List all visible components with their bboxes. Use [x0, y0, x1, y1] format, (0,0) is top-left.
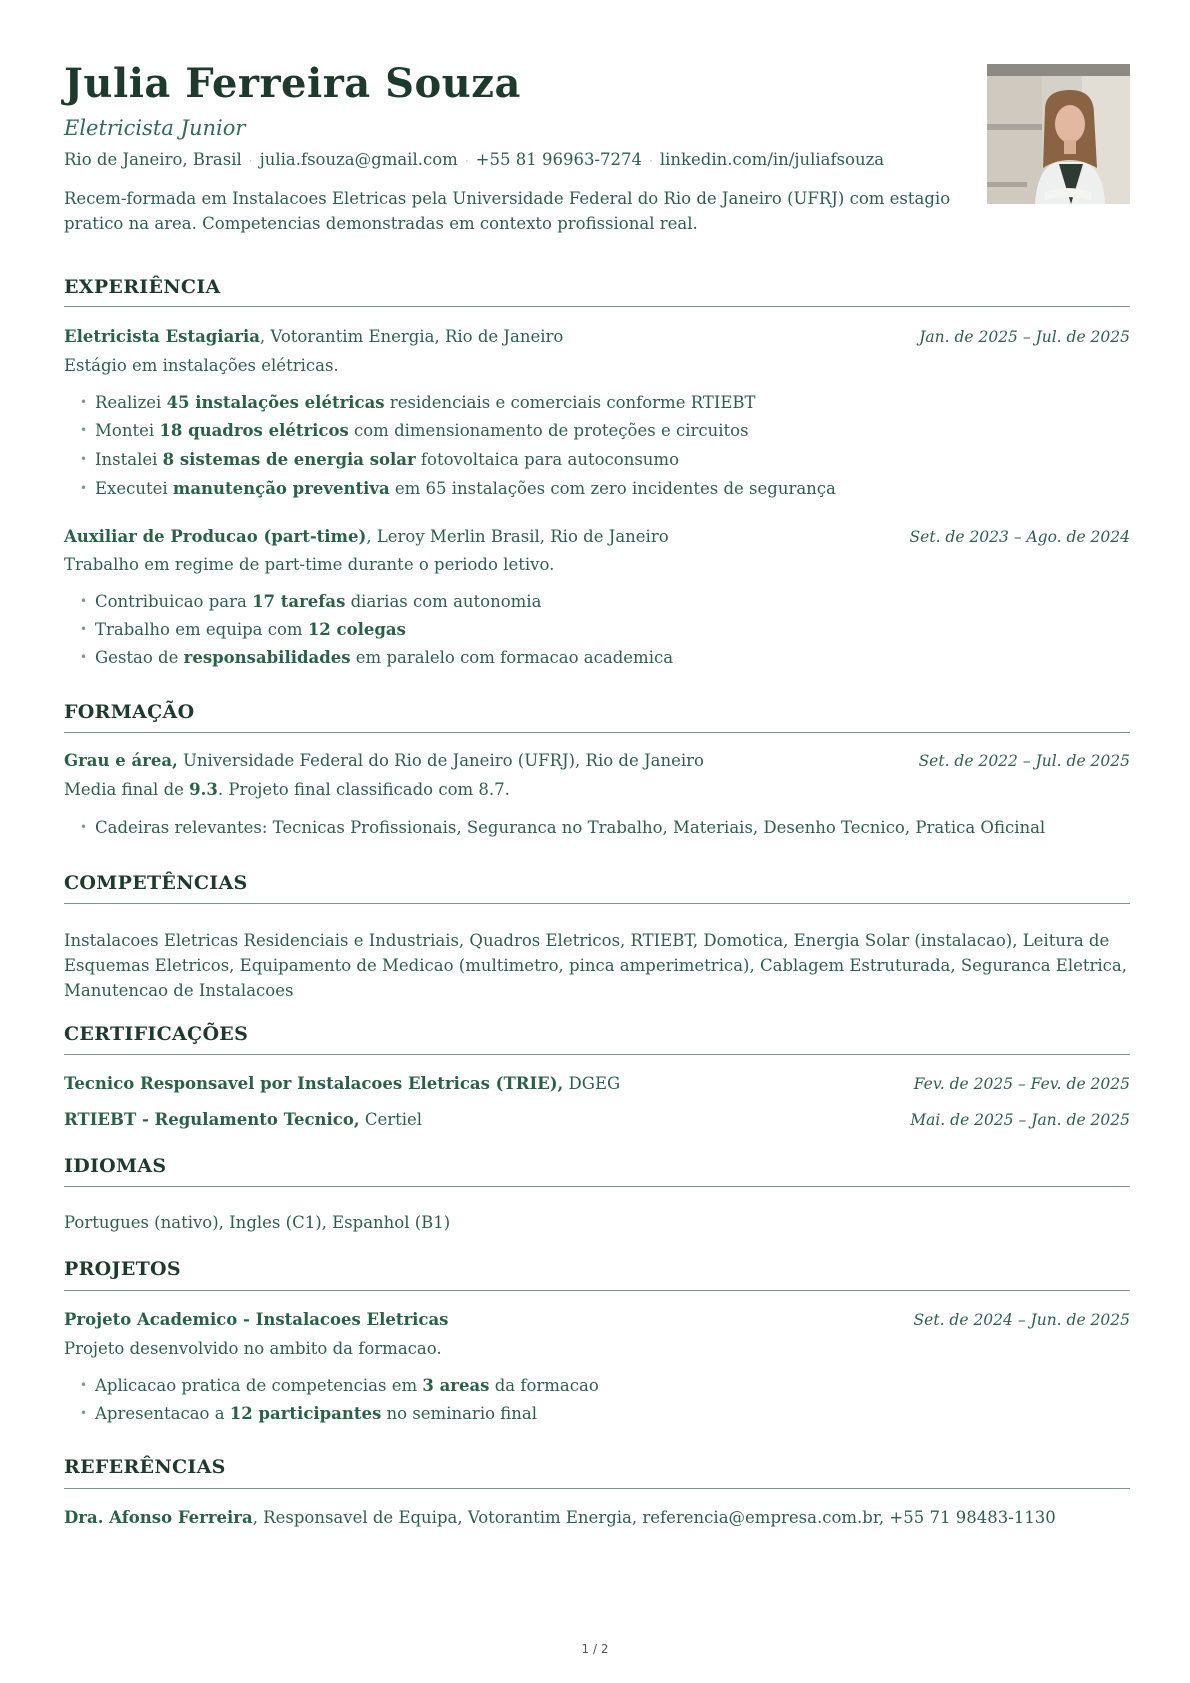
- job-org: , Votorantim Energia, Rio de Janeiro: [259, 327, 564, 346]
- reference-item: [64, 1508, 1056, 1527]
- project-description: Projeto desenvolvido no ambito da formacao.: [64, 1339, 442, 1358]
- profile-photo: [987, 64, 1130, 204]
- education-grade: Media final de 9.3. Projeto final classificado com 8.7.: [64, 780, 510, 799]
- bullet-item: • Trabalho em equipa com 12 colegas: [80, 620, 406, 639]
- bullet-icon: •: [80, 1378, 88, 1392]
- section-divider: [64, 1290, 1130, 1291]
- section-title-skills: COMPETÊNCIAS: [64, 872, 248, 894]
- bullet-item: • Apresentacao a 12 participantes no seminario final: [80, 1404, 538, 1423]
- section-divider: [64, 1054, 1130, 1055]
- bullet-icon: •: [80, 481, 88, 495]
- section-title-references: REFERÊNCIAS: [64, 1456, 226, 1478]
- certification-item: [64, 1074, 620, 1093]
- section-title-certifications: CERTIFICAÇÕES: [64, 1023, 249, 1045]
- section-divider: [64, 903, 1130, 904]
- bullet-item: • Contribuicao para 17 tarefas diarias com autonomia: [80, 592, 542, 611]
- project-heading: [64, 1310, 448, 1329]
- project-name: Projeto Academico - Instalacoes Eletricas: [64, 1310, 449, 1329]
- location: Rio de Janeiro, Brasil: [64, 150, 242, 169]
- reference-details: , Responsavel de Equipa, Votorantim Energia, referencia@empresa.com.br, +55 71 98483-1130: [252, 1508, 1056, 1527]
- certification-dates: Fev. de 2025 – Fev. de 2025: [913, 1075, 1130, 1093]
- job-dates: Set. de 2023 – Ago. de 2024: [909, 528, 1130, 546]
- section-title-education: FORMAÇÃO: [64, 701, 195, 723]
- job-description: Estágio em instalações elétricas.: [64, 356, 339, 375]
- section-divider: [64, 1488, 1130, 1489]
- bullet-icon: •: [80, 820, 88, 834]
- email-link[interactable]: julia.fsouza@gmail.com: [259, 150, 458, 169]
- bullet-icon: •: [80, 622, 88, 636]
- separator: ·: [649, 154, 653, 168]
- school: Universidade Federal do Rio de Janeiro (UFRJ), Rio de Janeiro: [177, 751, 704, 770]
- section-divider: [64, 1186, 1130, 1187]
- bullet-item: • Executei manutenção preventiva em 65 instalações com zero incidentes de segurança: [80, 479, 836, 498]
- certification-name: RTIEBT - Regulamento Tecnico,: [64, 1110, 360, 1129]
- certification-item: [64, 1110, 422, 1129]
- skills-text: Instalacoes Eletricas Residenciais e Industriais, Quadros Eletricos, RTIEBT, Domotica, Energia Solar (instalacao), Leitura de Esquemas Eletricos, Equipamento de Medicao (multimetro, pinca amperimetrica), Cablagem Estruturada, Seguranca Eletrica, Manutencao de Instalacoes: [64, 931, 1128, 1000]
- linkedin-link[interactable]: linkedin.com/in/juliafsouza: [659, 150, 885, 169]
- bullet-icon: •: [80, 650, 88, 664]
- bullet-item: • Realizei 45 instalações elétricas residenciais e comerciais conforme RTIEBT: [80, 393, 756, 412]
- languages-text: Portugues (nativo), Ingles (C1), Espanhol (B1): [64, 1213, 451, 1232]
- section-title-languages: IDIOMAS: [64, 1155, 167, 1177]
- job-title: Eletricista Junior: [64, 116, 246, 140]
- phone: +55 81 96963-7274: [475, 150, 643, 169]
- certification-issuer: Certiel: [359, 1110, 423, 1129]
- job-org: , Leroy Merlin Brasil, Rio de Janeiro: [366, 527, 669, 546]
- separator: ·: [464, 154, 469, 168]
- page-number: 1 / 2: [581, 1642, 609, 1656]
- certification-dates: Mai. de 2025 – Jan. de 2025: [910, 1111, 1130, 1129]
- reference-name: Dra. Afonso Ferreira: [64, 1508, 253, 1527]
- education-heading: [64, 751, 704, 770]
- section-title-experience: EXPERIÊNCIA: [64, 276, 221, 298]
- job-role: Eletricista Estagiaria: [64, 327, 260, 346]
- bullet-item: • Montei 18 quadros elétricos com dimensionamento de proteções e circuitos: [80, 421, 749, 440]
- job-dates: Jan. de 2025 – Jul. de 2025: [919, 328, 1130, 346]
- bullet-icon: •: [80, 452, 88, 466]
- job-description: Trabalho em regime de part-time durante o periodo letivo.: [64, 555, 555, 574]
- bullet-icon: •: [80, 1406, 88, 1420]
- job-role: Auxiliar de Producao (part-time): [64, 527, 367, 546]
- degree: Grau e área,: [64, 751, 178, 770]
- project-dates: Set. de 2024 – Jun. de 2025: [913, 1311, 1130, 1329]
- bullet-item: • Gestao de responsabilidades em paralelo com formacao academica: [80, 648, 674, 667]
- bullet-icon: •: [80, 395, 88, 409]
- section-divider: [64, 732, 1130, 733]
- separator: ·: [248, 154, 253, 168]
- bullet-icon: •: [80, 423, 88, 437]
- section-divider: [64, 306, 1130, 307]
- education-dates: Set. de 2022 – Jul. de 2025: [918, 752, 1130, 770]
- bullet-icon: •: [80, 594, 88, 608]
- bullet-item: • Instalei 8 sistemas de energia solar fotovoltaica para autoconsumo: [80, 450, 680, 469]
- certification-name: Tecnico Responsavel por Instalacoes Eletricas (TRIE),: [64, 1074, 564, 1093]
- job-heading: [64, 327, 563, 346]
- summary: Recem-formada em Instalacoes Eletricas pela Universidade Federal do Rio de Janeiro (UFRJ) com estagio pratico na area. Competencias demonstradas em contexto profissional real.: [64, 189, 951, 233]
- certification-issuer: DGEG: [563, 1074, 621, 1093]
- section-title-projects: PROJETOS: [64, 1258, 181, 1280]
- bullet-item: • Aplicacao pratica de competencias em 3 areas da formacao: [80, 1376, 599, 1395]
- candidate-name: Julia Ferreira Souza: [64, 60, 521, 107]
- contact-line: [64, 150, 884, 169]
- job-heading: [64, 527, 669, 546]
- bullet-item: • Cadeiras relevantes: Tecnicas Profissionais, Seguranca no Trabalho, Materiais, Desenho Tecnico, Pratica Oficinal: [80, 818, 1046, 837]
